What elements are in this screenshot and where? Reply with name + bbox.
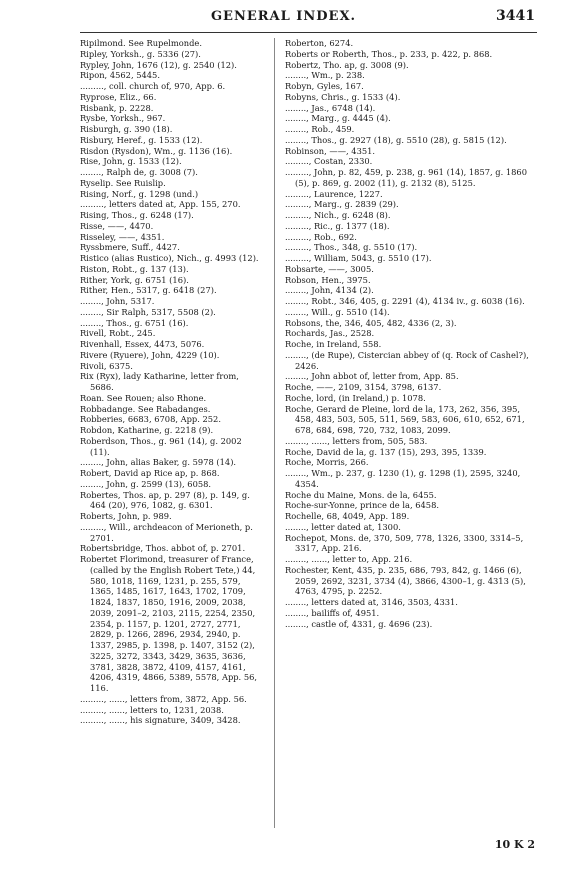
index-entry: ........, Wm., p. 238. <box>285 70 365 81</box>
index-entry: ........, Thos., g. 6751 (16). <box>80 317 189 328</box>
index-entry: Robinson, ——, 4351. <box>285 145 376 156</box>
signature-mark: 10 K 2 <box>494 838 535 851</box>
index-entry: Ripilmond. See Rupelmonde. <box>80 38 202 48</box>
index-entry: Roche, in Ireland, 558. <box>285 339 382 349</box>
index-entry: ........, Jas., 6748 (14). <box>285 102 376 113</box>
index-entry: Robbadange. See Rabadanges. <box>80 403 211 414</box>
index-entry: ........., Nich., g. 6248 (8). <box>285 210 391 220</box>
index-entry: Roberts, John, p. 989. <box>80 511 172 521</box>
index-entry: Roberton, 6274. <box>285 38 354 48</box>
index-entry: ........., ......, his signature, 3409, 3428. <box>80 715 241 726</box>
index-entry: ........., Thos., 348, g. 5510 (17). <box>285 242 418 253</box>
index-entry: Risbury, Heref., g. 1533 (12). <box>80 134 203 145</box>
index-entry: Roche, Gerard de Pleine, lord de la, 173, 262, 356, 395, 458, 483, 503, 505, 511, 569, 583, 606, 610, 652, 671, 678, 684, 698, 720, 732, 1083, 2099. <box>285 403 525 435</box>
right-column <box>285 38 535 629</box>
index-entry: Rising, Thos., g. 6248 (17). <box>80 210 194 220</box>
index-entry: ........, Ralph de, g. 3008 (7). <box>80 167 198 177</box>
index-entry: ........., Marg., g. 2839 (29). <box>285 199 399 210</box>
index-entry: ........., William, 5043, g. 5510 (17). <box>285 253 432 263</box>
index-entry: Robyn, Gyles, 167. <box>285 81 364 91</box>
index-entry: ........, Wm., p. 237, g. 1230 (1), g. 1298 (1), 2595, 3240, 4354. <box>285 468 521 489</box>
column-divider <box>274 38 275 828</box>
index-entry: ........., Will., archdeacon of Merioneth, p. 2701. <box>80 521 253 543</box>
index-entry: Risdon (Rysdon), Wm., g. 1136 (16). <box>80 145 233 156</box>
index-entry: Rither, York, g. 6751 (16). <box>80 274 189 285</box>
index-entry: ........., coll. church of, 970, App. 6. <box>80 81 226 91</box>
index-entry: ........, castle of, 4331, g. 4696 (23). <box>285 618 433 629</box>
index-entry: ........, John, g. 2599 (13), 6058. <box>80 478 212 489</box>
index-entry: Rither, Hen., 5317, g. 6418 (27). <box>80 285 217 296</box>
running-title: GENERAL INDEX. <box>210 9 357 24</box>
index-entry: ........., Ric., g. 1377 (18). <box>285 220 390 231</box>
index-entry: Risbank, p. 2228. <box>80 102 154 113</box>
index-entry: Rivell, Robt., 245. <box>80 328 156 339</box>
left-column <box>80 38 261 726</box>
index-entry: Roche, Morris, 266. <box>285 457 369 468</box>
index-entry: Rix (Ryx), lady Katharine, letter from, 5686. <box>80 371 239 392</box>
index-entry: ........, John, 5317. <box>80 296 155 306</box>
index-entry: Rivenhall, Essex, 4473, 5076. <box>80 339 205 349</box>
index-entry: Roan. See Rouen; also Rhone. <box>80 392 207 403</box>
index-entry: ........, ......, letter to, App. 216. <box>285 554 413 564</box>
index-entry: Rochester, Kent, 435, p. 235, 686, 793, 842, g. 1466 (6), 2059, 2692, 3231, 3734 (4), 3866, 4300–1, g. 4313 (5), 4763, 4795, p. 2252. <box>285 564 526 597</box>
index-entry: ........, Marg., g. 4445 (4). <box>285 113 391 124</box>
index-entry: ........, ......, letters from, 505, 583. <box>285 435 428 446</box>
index-entry: Roche, lord, (in Ireland,) p. 1078. <box>285 392 426 403</box>
index-entry: Roche, ——, 2109, 3154, 3798, 6137. <box>285 382 442 392</box>
index-entry: Ryselip. See Ruislip. <box>80 177 166 188</box>
index-entry: Roche du Maine, Mons. de la, 6455. <box>285 489 437 500</box>
index-entry: Rivoli, 6375. <box>80 360 133 371</box>
index-entry: Rise, John, g. 1533 (12). <box>80 156 182 167</box>
index-entry: Robert, David ap Rice ap, p. 868. <box>80 468 220 478</box>
index-entry: Rivere (Ryuere), John, 4229 (10). <box>80 349 220 360</box>
index-entry: Risse, ——, 4470. <box>80 220 154 231</box>
index-entry: Robertes, Thos. ap, p. 297 (8), p. 149, g. 464 (20), 976, 1082, g. 6301. <box>80 489 250 511</box>
index-entry: Roche-sur-Yonne, prince de la, 6458. <box>285 500 439 511</box>
index-entry: ........, Will., g. 5510 (14). <box>285 306 390 317</box>
index-entry: ........, John, alias Baker, g. 5978 (14). <box>80 457 237 468</box>
index-entry: ........, letters dated at, 3146, 3503, 4331. <box>285 597 458 607</box>
index-entry: ........., Rob., 692. <box>285 231 357 242</box>
index-entry: ........., John, p. 82, 459, p. 238, g. 961 (14), 1857, g. 1860 (5), p. 869, g. 2002 (11), g. 2132 (8), 5125. <box>285 167 527 188</box>
index-entry: Roberts or Roberth, Thos., p. 233, p. 422, p. 868. <box>285 48 493 59</box>
index-entry: Ristico (alias Rustico), Nich., g. 4993 (12). <box>80 253 259 263</box>
index-entry: ........., letters dated at, App. 155, 270. <box>80 199 241 210</box>
index-entry: ........., Laurence, 1227. <box>285 188 383 199</box>
index-entry: Roberdson, Thos., g. 961 (14), g. 2002 (11). <box>80 435 242 457</box>
index-entry: Ryssbmere, Suff., 4427. <box>80 242 180 253</box>
index-entry: ........, John, 4134 (2). <box>285 285 374 296</box>
index-entry: Rochelle, 68, 4049, App. 189. <box>285 511 410 521</box>
index-entry: Rochards, Jas., 2528. <box>285 328 375 339</box>
index-entry: Risseley, ——, 4351. <box>80 231 165 242</box>
index-entry: Ripley, Yorksh., g. 5336 (27). <box>80 48 201 59</box>
index-entry: Rochepot, Mons. de, 370, 509, 778, 1326, 3300, 3314–5, 3317, App. 216. <box>285 532 524 554</box>
index-entry: ........, Robt., 346, 405, g. 2291 (4), 4134 iv., g. 6038 (16). <box>285 296 525 306</box>
index-entry: Robertz, Tho. ap, g. 3008 (9). <box>285 59 409 70</box>
page-header <box>0 9 567 29</box>
index-entry: ........, Thos., g. 2927 (18), g. 5510 (28), g. 5815 (12). <box>285 134 507 145</box>
index-entry: ........, bailiffs of, 4951. <box>285 607 380 618</box>
index-entry: Robberies, 6683, 6708, App. 252. <box>80 414 221 425</box>
index-entry: Rising, Norf., g. 1298 (und.) <box>80 188 199 199</box>
index-entry: ........., ......, letters from, 3872, App. 56. <box>80 693 247 704</box>
index-entry: Robertet Florimond, treasurer of France, (called by the English Robert Tete,) 44, 580, 1018, 1169, 1231, p. 255, 579, 1365, 1485, 1617, 1643, 1702, 1709, 1824, 1837, 1850, 1916, 2009, 2038, 2039, 2091–2, 2103, 2115, 2254, 2350, 2354, p. 1157, p. 1201, 2727, 2771, 2829, p. 1266, 2896, 2934, 2940, p. 1337, 2985, p. 1398, p. 1407, 3152 (2), 3225, 3272, 3343, 3429, 3635, 3636, 3781, 3828, 3872, 4109, 4157, 4161, 4206, 4319, 4866, 5389, 5578, App. 56, 116. <box>80 554 258 693</box>
index-entry: ........, Sir Ralph, 5317, 5508 (2). <box>80 306 216 317</box>
index-entry: ........, letter dated at, 1300. <box>285 521 401 532</box>
index-entry: Robertsbridge, Thos. abbot of, p. 2701. <box>80 543 246 554</box>
index-entry: Robson, Hen., 3975. <box>285 274 371 285</box>
index-entry: Rypley, John, 1676 (12), g. 2540 (12). <box>80 59 237 70</box>
index-entry: ........, (de Rupe), Cistercian abbey of (q. Rock of Cashel?), 2426. <box>285 349 529 371</box>
header-rule <box>80 32 537 33</box>
index-entry: Risburgh, g. 390 (18). <box>80 124 173 134</box>
index-entry: Robyns, Chris., g. 1533 (4). <box>285 91 401 102</box>
index-entry: Ripon, 4562, 5445. <box>80 70 160 81</box>
index-entry: Ryprose, Eliz., 66. <box>80 91 157 102</box>
index-entry: ........, Rob., 459. <box>285 124 355 134</box>
index-entry: Robdon, Katharine, g. 2218 (9). <box>80 425 214 435</box>
index-entry: ........., ......, letters to, 1231, 2038. <box>80 704 224 715</box>
index-entry: Riston, Robt., g. 137 (13). <box>80 263 189 274</box>
page-number: 3441 <box>496 8 535 24</box>
index-entry: Robsons, the, 346, 405, 482, 4336 (2, 3). <box>285 317 457 328</box>
index-entry: Rysbe, Yorksh., 967. <box>80 113 166 124</box>
index-entry: Robsarte, ——, 3005. <box>285 263 374 274</box>
index-entry: Roche, David de la, g. 137 (15), 293, 395, 1339. <box>285 446 487 457</box>
index-entry: ........, John abbot of, letter from, App. 85. <box>285 371 459 382</box>
index-entry: ........., Costan, 2330. <box>285 156 373 167</box>
